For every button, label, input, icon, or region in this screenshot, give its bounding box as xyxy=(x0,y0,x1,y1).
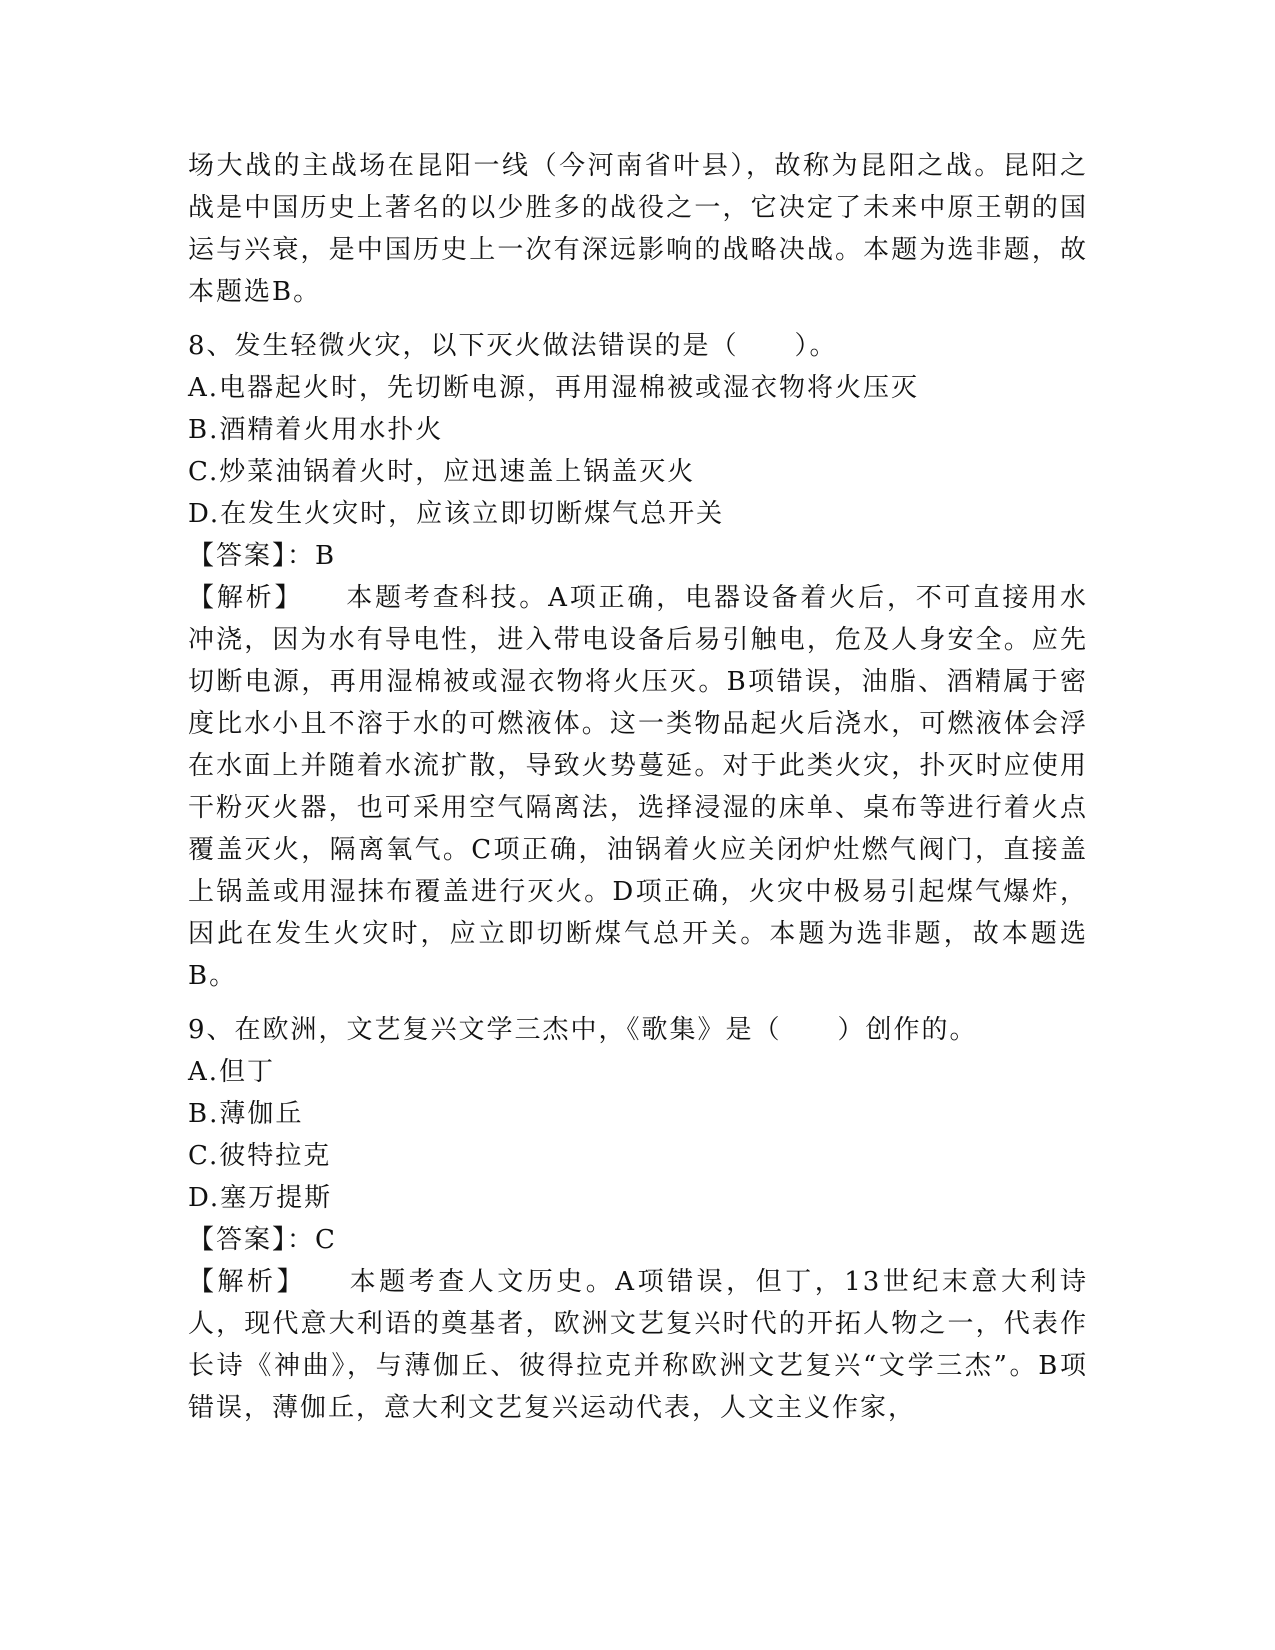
spacer xyxy=(188,997,1088,1009)
answer-line: 【答案】：B xyxy=(188,541,337,571)
question-9 xyxy=(188,1009,1088,1429)
question-8 xyxy=(188,325,1088,997)
option-c: C.炒菜油锅着火时，应迅速盖上锅盖灭火 xyxy=(188,457,696,487)
intro-paragraph: 场大战的主战场在昆阳一线（今河南省叶县），故称为昆阳之战。昆阳之战是中国历史上著名的以少胜多的战役之一，它决定了未来中原王朝的国运与兴衰，是中国历史上一次有深远影响的战略决战。本题为选非题，故本题选B。 xyxy=(188,151,1088,307)
spacer xyxy=(188,313,1088,325)
question-stem: 9、在欧洲，文艺复兴文学三杰中，《歌集》是（ ）创作的。 xyxy=(188,1015,978,1045)
analysis-text: 本题考查科技。A项正确，电器设备着火后，不可直接用水冲浇，因为水有导电性，进入带电设备后易引触电，危及人身安全。应先切断电源，再用湿棉被或湿衣物将火压灭。B项错误，油脂、酒精属于密度比水小且不溶于水的可燃液体。这一类物品起火后浇水，可燃液体会浮在水面上并随着水流扩散，导致火势蔓延。对于此类火灾，扑灭时应使用干粉灭火器，也可采用空气隔离法，选择浸湿的床单、桌布等进行着火点覆盖灭火，隔离氧气。C项正确，油锅着火应关闭炉灶燃气阀门，直接盖上锅盖或用湿抹布覆盖进行灭火。D项正确，火灾中极易引起煤气爆炸，因此在发生火灾时，应立即切断煤气总开关。本题为选非题，故本题选B。 xyxy=(188,583,1088,991)
analysis-label: 【解析】 xyxy=(188,1267,307,1297)
option-b: B.薄伽丘 xyxy=(188,1099,304,1129)
analysis-paragraph xyxy=(188,1261,1088,1429)
document-page xyxy=(188,145,1088,1429)
analysis-label: 【解析】 xyxy=(188,583,304,613)
option-c: C.彼特拉克 xyxy=(188,1141,332,1171)
option-b: B.酒精着火用水扑火 xyxy=(188,415,444,445)
option-a: A.电器起火时，先切断电源，再用湿棉被或湿衣物将火压灭 xyxy=(188,373,920,403)
analysis-paragraph xyxy=(188,577,1088,997)
analysis-text: 本题考查人文历史。A项错误，但丁，13世纪末意大利诗人，现代意大利语的奠基者，欧洲文艺复兴时代的开拓人物之一，代表作长诗《神曲》，与薄伽丘、彼得拉克并称欧洲文艺复兴“文学三杰”。B项错误，薄伽丘，意大利文艺复兴运动代表，人文主义作家， xyxy=(188,1267,1088,1423)
option-d: D.在发生火灾时，应该立即切断煤气总开关 xyxy=(188,499,725,529)
question-stem: 8、发生轻微火灾，以下灭火做法错误的是（ ）。 xyxy=(188,331,838,361)
option-d: D.塞万提斯 xyxy=(188,1183,333,1213)
answer-line: 【答案】：C xyxy=(188,1225,337,1255)
option-a: A.但丁 xyxy=(188,1057,276,1087)
